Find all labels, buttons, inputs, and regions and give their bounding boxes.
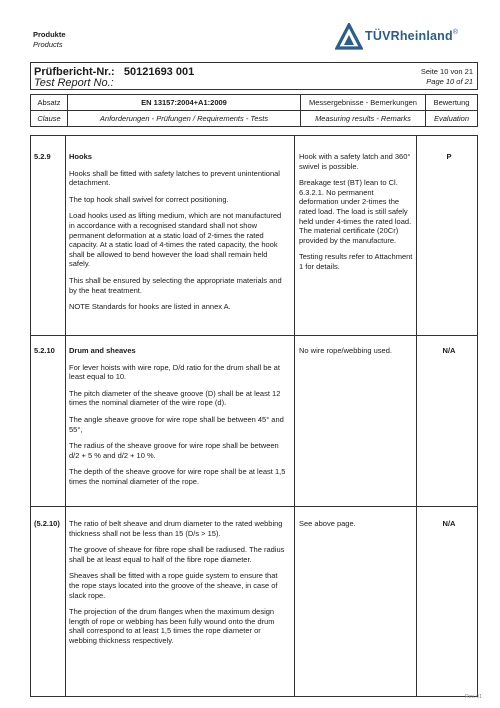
column-header-table [30, 94, 478, 127]
result-text [299, 519, 414, 536]
requirement-title: Hooks [69, 152, 92, 161]
brand-registered: ® [452, 29, 459, 36]
report-header [30, 62, 478, 90]
clause-number: 5.2.10 [34, 346, 55, 355]
page-number-en: Page 10 of 21 [426, 77, 473, 86]
col-bewertung: Bewertung [426, 95, 478, 111]
report-number: 50121693 001 [123, 66, 195, 78]
report-title-en: Test Report No.: [34, 77, 114, 89]
requirement-paragraph: The angle sheave groove for wire rope shall be between 45° and 55°, [69, 414, 284, 434]
requirement-paragraph: Hooks shall be fitted with safety latches to prevent unintentional detachment. [69, 168, 280, 188]
col-clause: Clause [31, 111, 68, 127]
col-evaluation: Evaluation [426, 111, 478, 127]
requirement-paragraph: The projection of the drum flanges when the maximum design length of rope or webbing has been fully wound onto the drum shall correspond to at least 1,5 times the rope diameter or webbing thickness respectively. [69, 607, 275, 645]
result-text [299, 346, 414, 363]
requirements-table [30, 135, 478, 697]
row-divider [31, 506, 477, 507]
col-standard: EN 13157:2004+A1:2009 [68, 95, 301, 111]
evaluation-value: N/A [442, 346, 456, 355]
col-measuring: Measuring results - Remarks [301, 111, 426, 127]
brand-name: TÜVRheinland® [365, 29, 459, 43]
requirement-paragraph: Load hooks used as lifting medium, which are not manufactured in accordance with a recognised standard shall not show permanent deformation at a static load of 2-times the rated capacity. At a static load of 4-times the rated capacity, the hook shall be allowed to bend however the load shall remain held safely. [69, 211, 282, 269]
requirement-paragraph: NOTE Standards for hooks are listed in annex A. [69, 302, 231, 312]
col-messergebnisse: Messergebnisse - Bemerkungen [301, 95, 426, 111]
requirement-paragraph: The pitch diameter of the sheave groove (D) shall be at least 12 times the nominal diameter of the wire rope (d). [69, 388, 281, 408]
result-text [299, 152, 414, 279]
requirement-paragraph: The radius of the sheave groove for wire rope shall be between d/2 + 5 % and d/2 + 10 %. [69, 441, 279, 460]
col-anforderungen: Anforderungen - Prüfungen / Requirements - Tests [68, 111, 301, 127]
divider [294, 136, 295, 696]
requirement-paragraph: The top hook shall swivel for correct positioning. [69, 194, 229, 204]
clause-number: 5.2.9 [34, 152, 51, 161]
triangle-logo-icon [335, 23, 363, 51]
header-products: Products [33, 40, 63, 49]
header-produkte: Produkte [33, 30, 66, 39]
result-paragraph: Breakage test (BT) lean to Cl. 6.3.2.1. No permanent deformation under 2-times the rated load. The load is still safely held under 4-times the rated load. The material certificate (20Cr) provided by the manufacture. [299, 178, 412, 245]
requirement-paragraph: The ratio of belt sheave and drum diameter to the rated webbing thickness shall not be less than 15 (D/s > 15). [69, 519, 283, 538]
clause-number: (5.2.10) [34, 519, 60, 528]
tuv-logo [335, 22, 485, 52]
requirement-paragraph: This shall be ensured by selecting the appropriate materials and by the heat treatment. [69, 275, 282, 295]
requirement-paragraph: Sheaves shall be fitted with a rope guide system to ensure that the rope stays located into the groove of the sheave, in case of slack rope. [69, 571, 278, 600]
requirement-paragraph: For lever hoists with wire rope, D/d ratio for the drum shall be at least equal to 10. [69, 362, 280, 382]
result-paragraph: Testing results refer to Attachment 1 for details. [299, 252, 413, 271]
revision-label: Rev. 01 [465, 694, 482, 700]
report-title: Prüfbericht-Nr.: 50121693 001 [34, 66, 195, 78]
evaluation-value: P [446, 152, 452, 161]
result-paragraph: Hook with a safety latch and 360° swivel is possible. [299, 152, 411, 171]
evaluation-value: N/A [442, 519, 456, 528]
result-paragraph: See above page. [299, 519, 356, 528]
requirement-title: Drum and sheaves [69, 346, 136, 355]
row-divider [31, 335, 477, 336]
requirement-text [69, 346, 289, 494]
col-absatz: Absatz [31, 95, 68, 111]
requirement-paragraph: The groove of sheave for fibre rope shall be radiused. The radius shall be at least equal to half of the fibre rope diameter. [69, 545, 285, 564]
result-paragraph: No wire rope/webbing used. [299, 346, 392, 355]
page-number-de: Seite 10 von 21 [420, 67, 473, 76]
divider [65, 136, 66, 696]
requirement-text [69, 519, 289, 653]
requirement-text [69, 152, 289, 319]
divider [416, 136, 417, 696]
requirement-paragraph: The depth of the sheave groove for wire rope shall be at least 1,5 times the nominal diameter of the rope. [69, 467, 286, 486]
